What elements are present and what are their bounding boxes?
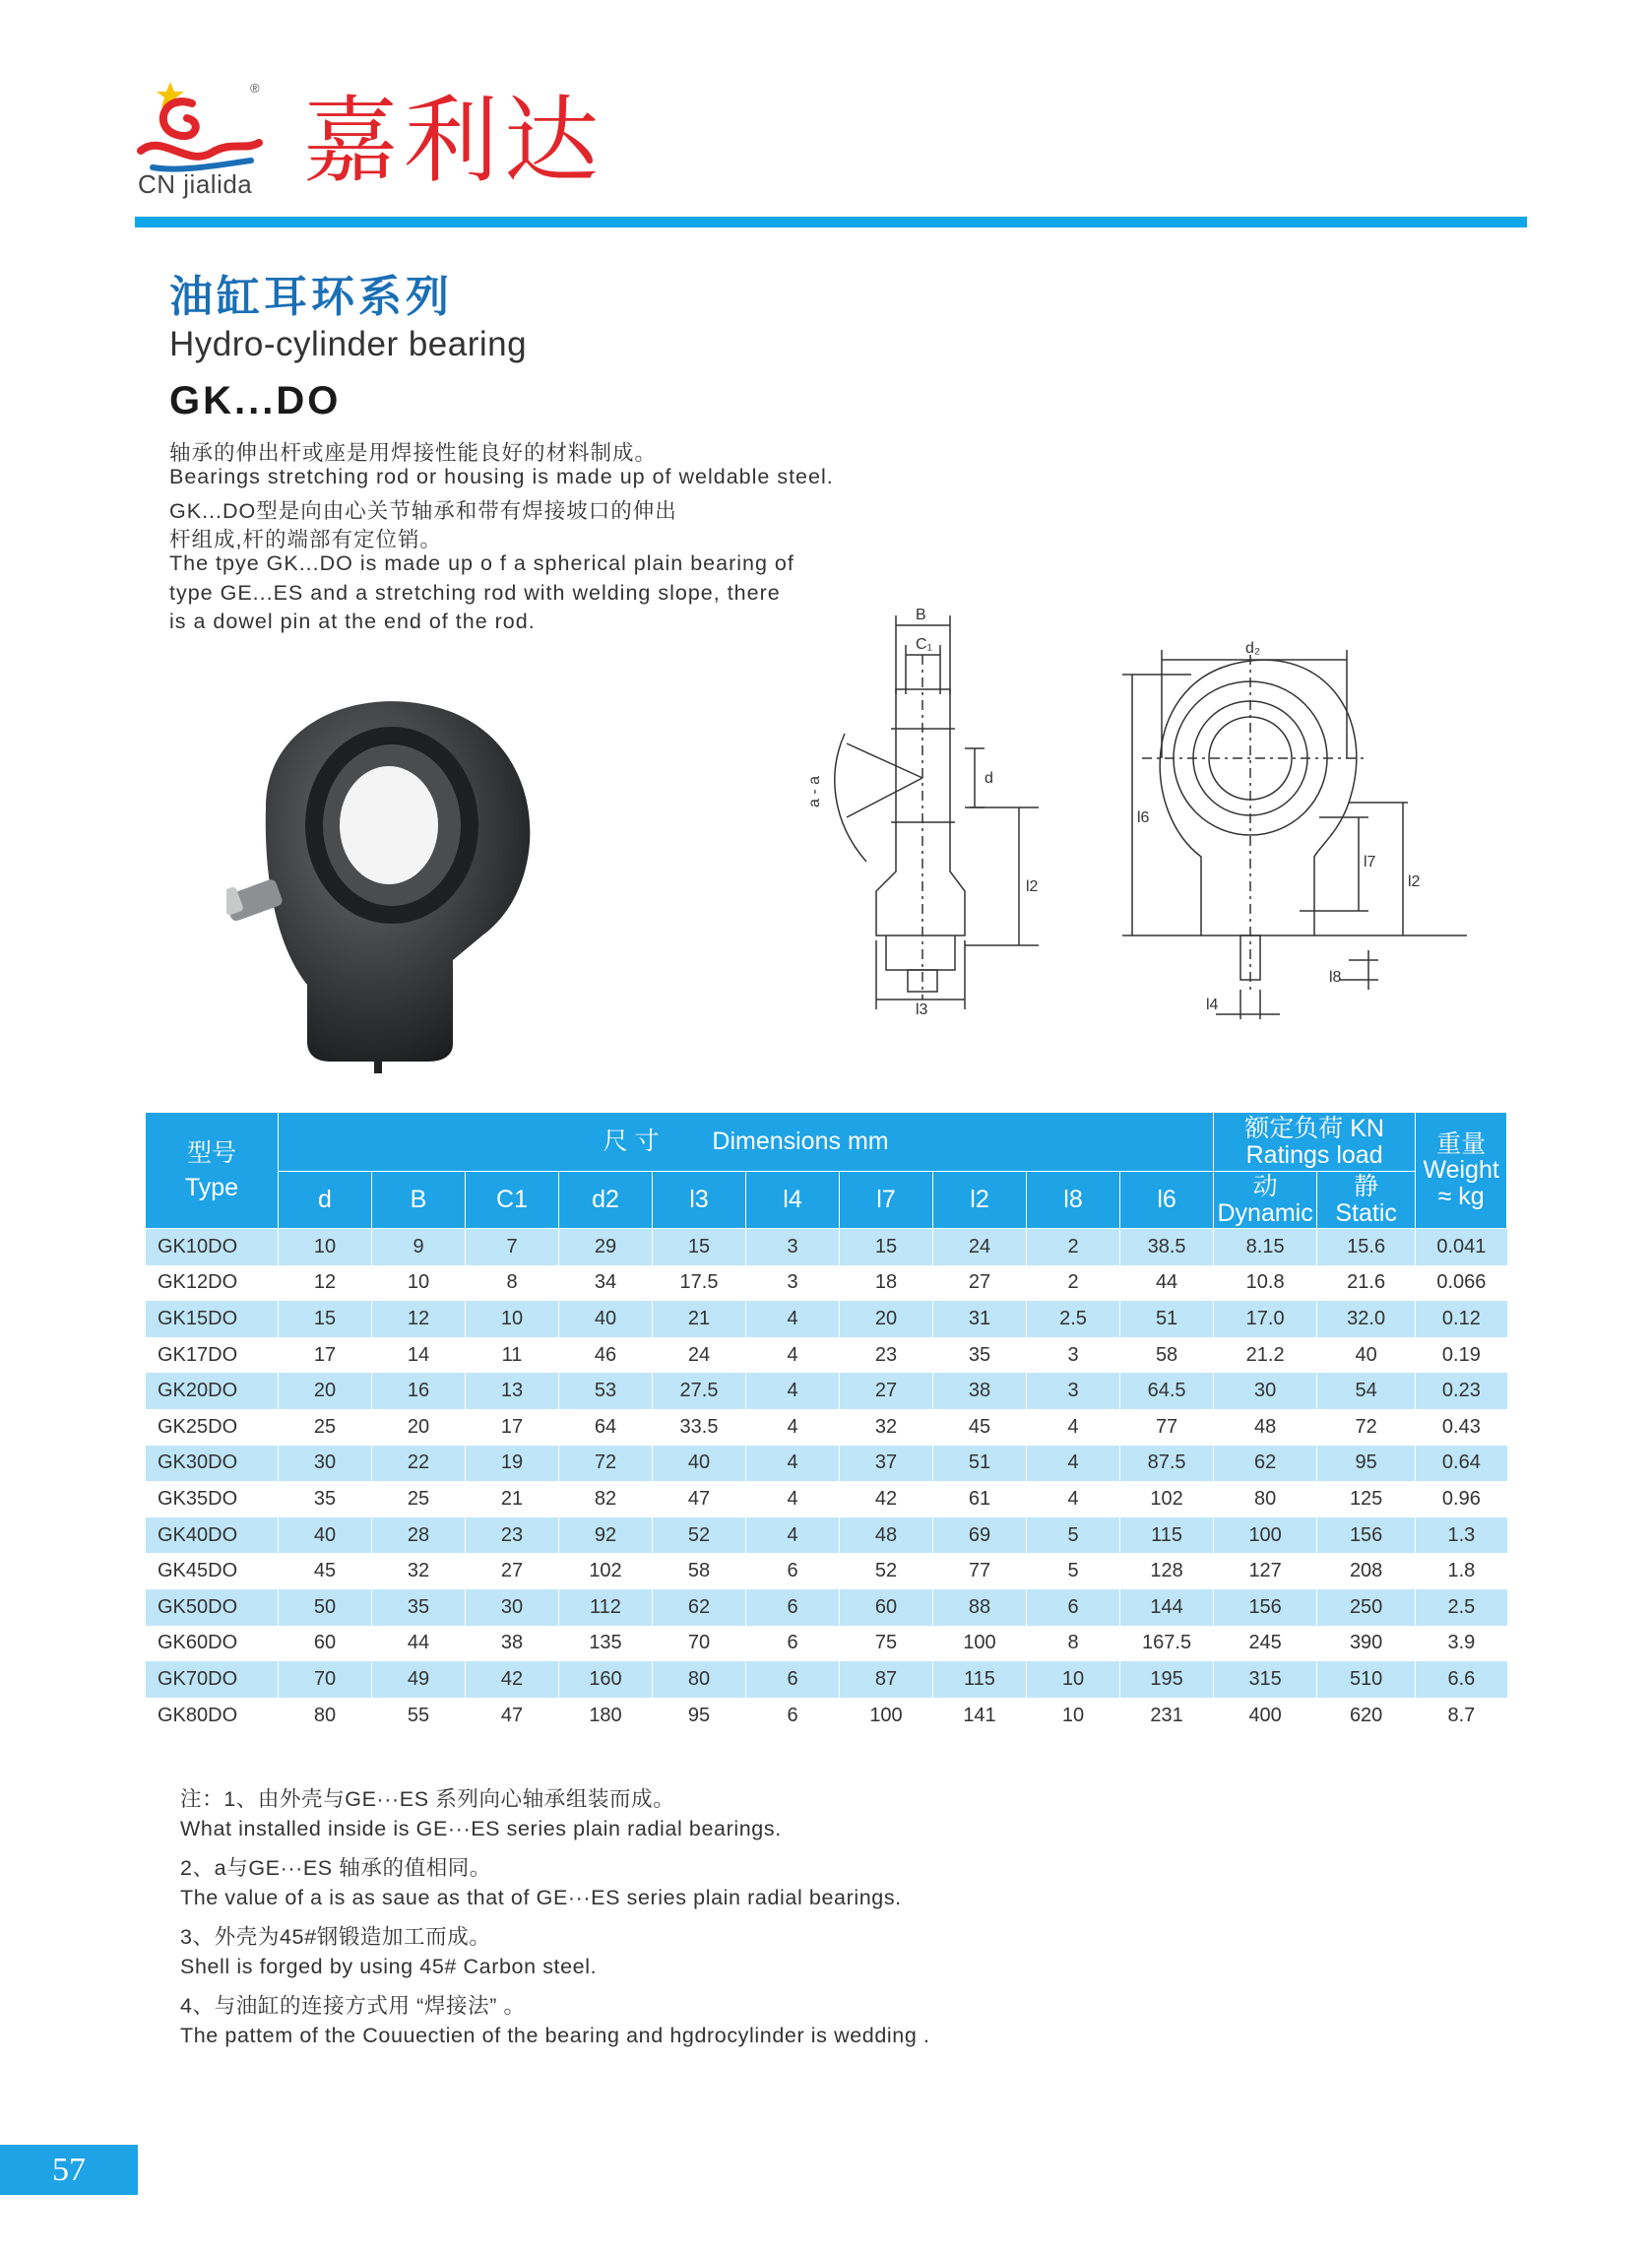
value-cell: 95 bbox=[653, 1698, 746, 1734]
note-line: The value of a is as saue as that of GE···ES series plain radial bearings. bbox=[180, 1886, 902, 1909]
value-cell: 64.5 bbox=[1120, 1373, 1214, 1409]
value-cell: 3.9 bbox=[1416, 1626, 1507, 1662]
value-cell: 17 bbox=[279, 1337, 372, 1374]
value-cell: 49 bbox=[372, 1661, 466, 1698]
value-cell: 40 bbox=[653, 1446, 746, 1482]
value-cell: 4 bbox=[746, 1517, 840, 1554]
table-row bbox=[146, 1229, 1507, 1265]
value-cell: 38 bbox=[466, 1626, 559, 1662]
value-cell: 75 bbox=[840, 1626, 933, 1662]
type-cell: GK17DO bbox=[146, 1337, 279, 1374]
value-cell: 17 bbox=[466, 1409, 559, 1446]
value-cell: 25 bbox=[372, 1481, 466, 1517]
value-cell: 28 bbox=[372, 1517, 466, 1554]
value-cell: 1.3 bbox=[1416, 1517, 1507, 1554]
value-cell: 33.5 bbox=[653, 1409, 746, 1446]
type-cell: GK10DO bbox=[146, 1229, 279, 1265]
value-cell: 10 bbox=[466, 1301, 559, 1337]
value-cell: 9 bbox=[372, 1229, 466, 1265]
value-cell: 60 bbox=[840, 1589, 933, 1626]
value-cell: 6 bbox=[1027, 1589, 1120, 1626]
value-cell: 6 bbox=[746, 1626, 840, 1662]
value-cell: 0.23 bbox=[1416, 1373, 1507, 1409]
value-cell: 12 bbox=[372, 1301, 466, 1337]
value-cell: 10 bbox=[1027, 1698, 1120, 1734]
table-row bbox=[146, 1373, 1507, 1409]
table-row bbox=[146, 1589, 1507, 1626]
header-static bbox=[1317, 1172, 1416, 1229]
value-cell: 42 bbox=[466, 1661, 559, 1698]
value-cell: 35 bbox=[279, 1481, 372, 1517]
value-cell: 48 bbox=[1214, 1409, 1317, 1446]
type-cell: GK70DO bbox=[146, 1661, 279, 1698]
header-type bbox=[146, 1113, 279, 1229]
header-dynamic bbox=[1214, 1172, 1317, 1229]
value-cell: 30 bbox=[279, 1446, 372, 1482]
value-cell: 18 bbox=[840, 1265, 933, 1302]
header-dimensions bbox=[279, 1113, 1214, 1172]
value-cell: 30 bbox=[466, 1589, 559, 1626]
value-cell: 2.5 bbox=[1027, 1301, 1120, 1337]
value-cell: 6 bbox=[746, 1698, 840, 1734]
header-static-cn: 静 bbox=[1354, 1173, 1379, 1201]
table-body bbox=[146, 1229, 1507, 1734]
value-cell: 4 bbox=[1027, 1446, 1120, 1482]
value-cell: 620 bbox=[1317, 1698, 1416, 1734]
dim-label: C₁ bbox=[916, 636, 932, 653]
value-cell: 61 bbox=[933, 1481, 1027, 1517]
spec-table bbox=[145, 1112, 1507, 1733]
table-row bbox=[146, 1517, 1507, 1554]
note-line: What installed inside is GE···ES series plain radial bearings. bbox=[180, 1817, 782, 1840]
value-cell: 167.5 bbox=[1120, 1626, 1214, 1662]
value-cell: 128 bbox=[1120, 1553, 1214, 1589]
value-cell: 32 bbox=[840, 1409, 933, 1446]
value-cell: 20 bbox=[372, 1409, 466, 1446]
note-line: The pattem of the Couuectien of the bearing and hgdrocylinder is wedding . bbox=[180, 2024, 930, 2047]
value-cell: 38 bbox=[933, 1373, 1027, 1409]
value-cell: 20 bbox=[840, 1301, 933, 1337]
value-cell: 52 bbox=[653, 1517, 746, 1554]
value-cell: 46 bbox=[559, 1337, 653, 1374]
value-cell: 15.6 bbox=[1317, 1229, 1416, 1265]
header-weight-cn: 重量 bbox=[1436, 1130, 1487, 1159]
dim-label: l6 bbox=[1137, 809, 1150, 826]
header-load-en: Ratings load bbox=[1245, 1140, 1383, 1169]
value-cell: 5 bbox=[1027, 1553, 1120, 1589]
header-dim-col: l4 bbox=[746, 1172, 840, 1229]
value-cell: 34 bbox=[559, 1265, 653, 1302]
value-cell: 4 bbox=[746, 1337, 840, 1374]
value-cell: 51 bbox=[1120, 1301, 1214, 1337]
registered-mark: ® bbox=[250, 81, 260, 96]
description-line: The tpye GK...DO is made up o f a spherical plain bearing of bbox=[169, 551, 794, 575]
type-cell: GK35DO bbox=[146, 1481, 279, 1517]
dim-label: l4 bbox=[1206, 997, 1219, 1013]
value-cell: 52 bbox=[840, 1553, 933, 1589]
value-cell: 14 bbox=[372, 1337, 466, 1374]
value-cell: 21.2 bbox=[1214, 1337, 1317, 1374]
value-cell: 115 bbox=[1120, 1517, 1214, 1554]
value-cell: 112 bbox=[559, 1589, 653, 1626]
value-cell: 60 bbox=[279, 1626, 372, 1662]
value-cell: 400 bbox=[1214, 1698, 1317, 1734]
note-line: 2、a与GE···ES 轴承的值相同。 bbox=[180, 1856, 492, 1880]
value-cell: 245 bbox=[1214, 1626, 1317, 1662]
value-cell: 40 bbox=[1317, 1337, 1416, 1374]
value-cell: 208 bbox=[1317, 1553, 1416, 1589]
header-dim-col: l3 bbox=[653, 1172, 746, 1229]
value-cell: 3 bbox=[746, 1265, 840, 1302]
value-cell: 32 bbox=[372, 1553, 466, 1589]
header-dim-col: d bbox=[279, 1172, 372, 1229]
value-cell: 62 bbox=[653, 1589, 746, 1626]
value-cell: 24 bbox=[933, 1229, 1027, 1265]
dim-label: d bbox=[985, 770, 993, 787]
value-cell: 10 bbox=[372, 1265, 466, 1302]
value-cell: 54 bbox=[1317, 1373, 1416, 1409]
value-cell: 5 bbox=[1027, 1517, 1120, 1554]
type-cell: GK15DO bbox=[146, 1301, 279, 1337]
header-type-en: Type bbox=[184, 1173, 239, 1201]
value-cell: 20 bbox=[279, 1373, 372, 1409]
value-cell: 156 bbox=[1317, 1517, 1416, 1554]
value-cell: 12 bbox=[279, 1265, 372, 1302]
header-load-cn: 额定负荷 KN bbox=[1244, 1115, 1384, 1143]
header-dimensions-cn: 尺 寸 bbox=[603, 1128, 660, 1156]
value-cell: 6 bbox=[746, 1553, 840, 1589]
value-cell: 100 bbox=[933, 1626, 1027, 1662]
value-cell: 135 bbox=[559, 1626, 653, 1662]
type-cell: GK12DO bbox=[146, 1265, 279, 1302]
value-cell: 2 bbox=[1027, 1229, 1120, 1265]
table-row bbox=[146, 1337, 1507, 1374]
header-weight bbox=[1416, 1113, 1507, 1229]
value-cell: 16 bbox=[372, 1373, 466, 1409]
dim-label: a - a bbox=[806, 775, 823, 807]
description-line: type GE...ES and a stretching rod with welding slope, there bbox=[169, 581, 781, 605]
value-cell: 4 bbox=[1027, 1481, 1120, 1517]
table-row bbox=[146, 1553, 1507, 1589]
description-line: Bearings stretching rod or housing is made up of weldable steel. bbox=[169, 465, 834, 488]
product-photo bbox=[226, 689, 581, 1073]
value-cell: 15 bbox=[840, 1229, 933, 1265]
value-cell: 115 bbox=[933, 1661, 1027, 1698]
description-line: 杆组成,杆的端部有定位销。 bbox=[169, 528, 442, 551]
value-cell: 156 bbox=[1214, 1589, 1317, 1626]
value-cell: 31 bbox=[933, 1301, 1027, 1337]
value-cell: 72 bbox=[559, 1446, 653, 1482]
dim-label: l2 bbox=[1408, 873, 1421, 890]
value-cell: 27 bbox=[840, 1373, 933, 1409]
value-cell: 32.0 bbox=[1317, 1301, 1416, 1337]
value-cell: 4 bbox=[746, 1409, 840, 1446]
header-rule bbox=[135, 217, 1527, 227]
value-cell: 3 bbox=[1027, 1337, 1120, 1374]
value-cell: 38.5 bbox=[1120, 1229, 1214, 1265]
value-cell: 6 bbox=[746, 1589, 840, 1626]
product-title-en: Hydro-cylinder bearing bbox=[169, 325, 528, 363]
table-row bbox=[146, 1626, 1507, 1662]
value-cell: 30 bbox=[1214, 1373, 1317, 1409]
value-cell: 0.19 bbox=[1416, 1337, 1507, 1374]
value-cell: 87.5 bbox=[1120, 1446, 1214, 1482]
value-cell: 0.96 bbox=[1416, 1481, 1507, 1517]
value-cell: 23 bbox=[840, 1337, 933, 1374]
value-cell: 3 bbox=[746, 1229, 840, 1265]
dim-label: d₂ bbox=[1245, 640, 1261, 657]
type-cell: GK60DO bbox=[146, 1626, 279, 1662]
value-cell: 80 bbox=[653, 1661, 746, 1698]
value-cell: 51 bbox=[933, 1446, 1027, 1482]
value-cell: 8 bbox=[466, 1265, 559, 1302]
value-cell: 47 bbox=[653, 1481, 746, 1517]
value-cell: 100 bbox=[1214, 1517, 1317, 1554]
value-cell: 21.6 bbox=[1317, 1265, 1416, 1302]
value-cell: 127 bbox=[1214, 1553, 1317, 1589]
product-title-cn: 油缸耳环系列 bbox=[169, 272, 453, 322]
value-cell: 48 bbox=[840, 1517, 933, 1554]
value-cell: 70 bbox=[653, 1626, 746, 1662]
value-cell: 195 bbox=[1120, 1661, 1214, 1698]
value-cell: 141 bbox=[933, 1698, 1027, 1734]
value-cell: 35 bbox=[933, 1337, 1027, 1374]
value-cell: 17.5 bbox=[653, 1265, 746, 1302]
value-cell: 37 bbox=[840, 1446, 933, 1482]
value-cell: 8.15 bbox=[1214, 1229, 1317, 1265]
value-cell: 25 bbox=[279, 1409, 372, 1446]
value-cell: 6 bbox=[746, 1661, 840, 1698]
value-cell: 42 bbox=[840, 1481, 933, 1517]
table-row bbox=[146, 1446, 1507, 1482]
note-line: Shell is forged by using 45# Carbon steel. bbox=[180, 1955, 598, 1978]
type-cell: GK80DO bbox=[146, 1698, 279, 1734]
value-cell: 45 bbox=[279, 1553, 372, 1589]
value-cell: 24 bbox=[653, 1337, 746, 1374]
value-cell: 15 bbox=[653, 1229, 746, 1265]
value-cell: 44 bbox=[1120, 1265, 1214, 1302]
type-cell: GK40DO bbox=[146, 1517, 279, 1554]
type-cell: GK30DO bbox=[146, 1446, 279, 1482]
value-cell: 92 bbox=[559, 1517, 653, 1554]
table-row bbox=[146, 1409, 1507, 1446]
value-cell: 15 bbox=[279, 1301, 372, 1337]
value-cell: 1.8 bbox=[1416, 1553, 1507, 1589]
value-cell: 4 bbox=[746, 1301, 840, 1337]
technical-drawing bbox=[768, 596, 1477, 1029]
logo-text: CN jialida bbox=[138, 169, 253, 199]
value-cell: 4 bbox=[746, 1373, 840, 1409]
value-cell: 72 bbox=[1317, 1409, 1416, 1446]
type-cell: GK25DO bbox=[146, 1409, 279, 1446]
note-line: 4、与油缸的连接方式用 “焊接法” 。 bbox=[180, 1994, 526, 2018]
header-dim-col: d2 bbox=[559, 1172, 653, 1229]
value-cell: 390 bbox=[1317, 1626, 1416, 1662]
value-cell: 144 bbox=[1120, 1589, 1214, 1626]
dim-label: B bbox=[916, 607, 926, 623]
value-cell: 250 bbox=[1317, 1589, 1416, 1626]
value-cell: 0.041 bbox=[1416, 1229, 1507, 1265]
value-cell: 50 bbox=[279, 1589, 372, 1626]
value-cell: 58 bbox=[653, 1553, 746, 1589]
table-row bbox=[146, 1661, 1507, 1698]
dim-label: l3 bbox=[916, 1001, 928, 1018]
value-cell: 17.0 bbox=[1214, 1301, 1317, 1337]
value-cell: 4 bbox=[746, 1481, 840, 1517]
value-cell: 10.8 bbox=[1214, 1265, 1317, 1302]
value-cell: 29 bbox=[559, 1229, 653, 1265]
type-cell: GK50DO bbox=[146, 1589, 279, 1626]
header-weight-en: Weight bbox=[1423, 1156, 1499, 1185]
value-cell: 0.43 bbox=[1416, 1409, 1507, 1446]
header-type-cn: 型号 bbox=[186, 1139, 236, 1168]
header-dim-col: l2 bbox=[933, 1172, 1027, 1229]
value-cell: 95 bbox=[1317, 1446, 1416, 1482]
header-dim-col: l7 bbox=[840, 1172, 933, 1229]
value-cell: 2 bbox=[1027, 1265, 1120, 1302]
value-cell: 102 bbox=[559, 1553, 653, 1589]
value-cell: 47 bbox=[466, 1698, 559, 1734]
header-dynamic-cn: 动 bbox=[1252, 1173, 1278, 1201]
value-cell: 77 bbox=[933, 1553, 1027, 1589]
value-cell: 231 bbox=[1120, 1698, 1214, 1734]
header-static-en: Static bbox=[1335, 1198, 1397, 1227]
value-cell: 82 bbox=[559, 1481, 653, 1517]
value-cell: 102 bbox=[1120, 1481, 1214, 1517]
value-cell: 45 bbox=[933, 1409, 1027, 1446]
value-cell: 0.12 bbox=[1416, 1301, 1507, 1337]
value-cell: 160 bbox=[559, 1661, 653, 1698]
value-cell: 13 bbox=[466, 1373, 559, 1409]
dim-label: l7 bbox=[1364, 854, 1376, 871]
value-cell: 80 bbox=[1214, 1481, 1317, 1517]
value-cell: 69 bbox=[933, 1517, 1027, 1554]
value-cell: 315 bbox=[1214, 1661, 1317, 1698]
description-line: GK...DO型是向由心关节轴承和带有焊接坡口的伸出 bbox=[169, 499, 677, 523]
brand-logo-icon bbox=[133, 74, 266, 182]
value-cell: 55 bbox=[372, 1698, 466, 1734]
value-cell: 35 bbox=[372, 1589, 466, 1626]
value-cell: 27 bbox=[933, 1265, 1027, 1302]
description-line: 轴承的伸出杆或座是用焊接性能良好的材料制成。 bbox=[169, 441, 658, 465]
value-cell: 44 bbox=[372, 1626, 466, 1662]
value-cell: 62 bbox=[1214, 1446, 1317, 1482]
value-cell: 2.5 bbox=[1416, 1589, 1507, 1626]
value-cell: 40 bbox=[279, 1517, 372, 1554]
value-cell: 4 bbox=[1027, 1409, 1120, 1446]
value-cell: 22 bbox=[372, 1446, 466, 1482]
value-cell: 88 bbox=[933, 1589, 1027, 1626]
value-cell: 180 bbox=[559, 1698, 653, 1734]
value-cell: 0.64 bbox=[1416, 1446, 1507, 1482]
value-cell: 10 bbox=[1027, 1661, 1120, 1698]
description-line: is a dowel pin at the end of the rod. bbox=[169, 610, 536, 633]
header-dimensions-en: Dimensions mm bbox=[712, 1128, 889, 1156]
value-cell: 27 bbox=[466, 1553, 559, 1589]
value-cell: 64 bbox=[559, 1409, 653, 1446]
value-cell: 70 bbox=[279, 1661, 372, 1698]
dim-label: l8 bbox=[1329, 969, 1342, 986]
value-cell: 87 bbox=[840, 1661, 933, 1698]
value-cell: 100 bbox=[840, 1698, 933, 1734]
note-line: 注：1、由外壳与GE···ES 系列向心轴承组装而成。 bbox=[180, 1787, 675, 1811]
value-cell: 21 bbox=[466, 1481, 559, 1517]
value-cell: 40 bbox=[559, 1301, 653, 1337]
type-cell: GK20DO bbox=[146, 1373, 279, 1409]
value-cell: 10 bbox=[279, 1229, 372, 1265]
header-dim-col: C1 bbox=[466, 1172, 559, 1229]
value-cell: 80 bbox=[279, 1698, 372, 1734]
value-cell: 0.066 bbox=[1416, 1265, 1507, 1302]
value-cell: 27.5 bbox=[653, 1373, 746, 1409]
value-cell: 23 bbox=[466, 1517, 559, 1554]
table-row bbox=[146, 1301, 1507, 1337]
value-cell: 8.7 bbox=[1416, 1698, 1507, 1734]
brand-name: 嘉利达 bbox=[303, 86, 604, 196]
header-dim-col: B bbox=[372, 1172, 466, 1229]
header-load bbox=[1214, 1113, 1416, 1172]
value-cell: 11 bbox=[466, 1337, 559, 1374]
page-number: 57 bbox=[52, 2152, 86, 2188]
product-model: GK...DO bbox=[169, 379, 342, 422]
value-cell: 19 bbox=[466, 1446, 559, 1482]
value-cell: 4 bbox=[746, 1446, 840, 1482]
dim-label: l2 bbox=[1026, 878, 1039, 895]
type-cell: GK45DO bbox=[146, 1553, 279, 1589]
value-cell: 7 bbox=[466, 1229, 559, 1265]
header-dynamic-en: Dynamic bbox=[1217, 1198, 1313, 1227]
value-cell: 125 bbox=[1317, 1481, 1416, 1517]
value-cell: 8 bbox=[1027, 1626, 1120, 1662]
value-cell: 53 bbox=[559, 1373, 653, 1409]
header-dim-col: l6 bbox=[1120, 1172, 1214, 1229]
value-cell: 21 bbox=[653, 1301, 746, 1337]
value-cell: 77 bbox=[1120, 1409, 1214, 1446]
value-cell: 6.6 bbox=[1416, 1661, 1507, 1698]
value-cell: 58 bbox=[1120, 1337, 1214, 1374]
table-row bbox=[146, 1265, 1507, 1302]
header-weight-unit: ≈ kg bbox=[1437, 1182, 1485, 1210]
table-row bbox=[146, 1698, 1507, 1734]
note-line: 3、外壳为45#钢锻造加工而成。 bbox=[180, 1925, 491, 1949]
header-dim-col: l8 bbox=[1027, 1172, 1120, 1229]
value-cell: 510 bbox=[1317, 1661, 1416, 1698]
table-row bbox=[146, 1481, 1507, 1517]
value-cell: 3 bbox=[1027, 1373, 1120, 1409]
